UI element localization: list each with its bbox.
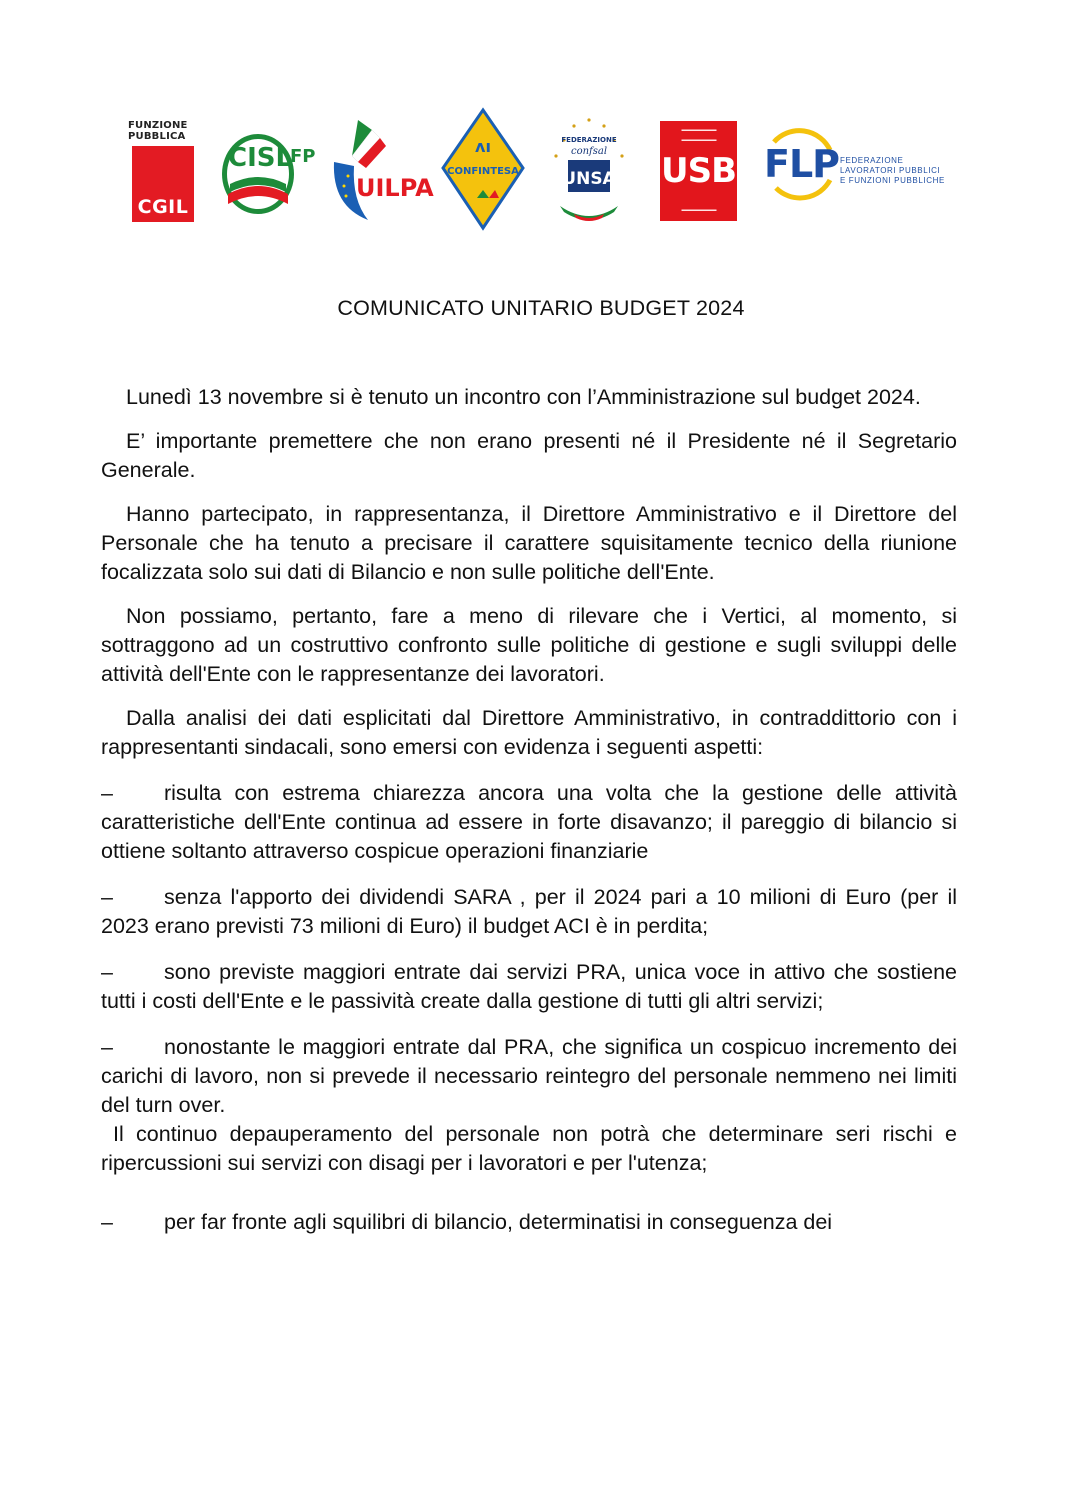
cisl-word: CISL: [228, 143, 293, 173]
flp-logo: [764, 130, 945, 200]
bullet-item: [101, 1208, 957, 1237]
paragraph: Dalla analisi dei dati esplicitati dal Direttore Amministrativo, in contraddittorio con i rappresentanti sindacali, sono emersi con evidenza i seguenti aspetti:: [101, 706, 957, 759]
bullet-text: senza l'apporto dei dividendi SARA , per il 2024 pari a 10 milioni di Euro (per il 2023 erano previsti 73 milioni di Euro) il budget ACI è in perdita;: [101, 885, 957, 938]
paragraph: Lunedì 13 novembre si è tenuto un incontro con l’Amministrazione sul budget 2024.: [126, 385, 921, 409]
confintesa-logo: [441, 108, 525, 230]
uilpa-logo: [328, 116, 434, 222]
union-logos: [128, 108, 945, 238]
bullet-text: sono previste maggiori entrate dai servizi PRA, unica voce in attivo che sostiene tutti i costi dell'Ente e le passività create dalla gestione di tutti gli altri servizi;: [101, 960, 957, 1013]
paragraph: Hanno partecipato, in rappresentanza, il Direttore Amministrativo e il Direttore del Personale che ha tenuto a precisare il carattere squisitamente tecnico della riunione focalizzata solo sui dati di Bilancio e non sulle politiche dell'Ente.: [101, 502, 957, 584]
svg-text:ʌı: ʌı: [475, 137, 491, 156]
bullet-marker: –: [101, 1035, 113, 1059]
usb-word: USB: [660, 151, 736, 191]
continuation-paragraph: Il continuo depauperamento del personale non potrà che determinare seri rischi e ripercussioni sui servizi con disagi per i lavoratori e per l'utenza;: [101, 1122, 957, 1175]
uil-word: UILPA: [356, 174, 434, 202]
flp-word: FLP: [764, 142, 840, 186]
bullet-item: [101, 883, 957, 941]
cgil-top-text-1: FUNZIONE: [128, 120, 188, 131]
unsa-line1: FEDERAZIONE: [561, 136, 617, 144]
usb-logo: ▬▬▬▬▬▬▬ ▬▬▬▬▬▬▬ USB ▬▬▬▬▬▬▬: [660, 121, 737, 221]
bullet-item: [101, 958, 957, 1016]
cgil-top-text-2: PUBBLICA: [128, 131, 186, 142]
paragraph: E’ importante premettere che non erano presenti né il Presidente né il Segretario Generale.: [101, 429, 957, 482]
flp-desc-3: E FUNZIONI PUBBLICHE: [840, 176, 945, 185]
paragraph: Non possiamo, pertanto, fare a meno di rilevare che i Vertici, al momento, si sottraggono ad un costruttivo confronto sulle politiche di gestione e sugli sviluppi delle attività dell'Ente con le rappresentanze dei lavoratori.: [101, 604, 957, 686]
bullet-marker: –: [101, 885, 113, 909]
bullet-marker: –: [101, 960, 113, 984]
cgil-word: CGIL: [137, 196, 189, 218]
bullet-item: [101, 1033, 957, 1120]
unsa-line2: confsal: [570, 146, 608, 157]
bullet-item: [101, 779, 957, 866]
confintesa-word: CONFINTESA: [447, 166, 519, 177]
confsal-unsa-logo: [544, 114, 634, 226]
cisl-fp-logo: [218, 122, 318, 218]
document-title: COMUNICATO UNITARIO BUDGET 2024: [337, 296, 745, 320]
bullet-text: risulta con estrema chiarezza ancora una volta che la gestione delle attività caratteristiche dell'Ente continua ad essere in forte disavanzo; il pareggio di bilancio si ottiene soltanto attraverso cospicue operazioni finanziarie: [101, 781, 957, 863]
cisl-suffix: FP: [290, 146, 316, 167]
document-body: [101, 383, 957, 1237]
flp-desc-1: FEDERAZIONE: [840, 156, 904, 165]
bullet-marker: –: [101, 1210, 113, 1234]
bullet-marker: –: [101, 781, 113, 805]
flp-desc-2: LAVORATORI PUBBLICI: [840, 166, 941, 175]
fp-cgil-logo: [128, 120, 196, 222]
bullet-text: nonostante le maggiori entrate dal PRA, che significa un cospicuo incremento dei carichi di lavoro, non si prevede il necessario reintegro del personale nemmeno nei limiti del turn over.: [101, 1035, 957, 1117]
unsa-word: UNSA: [562, 169, 616, 189]
bullet-text: per far fronte agli squilibri di bilancio, determinatisi in conseguenza dei: [164, 1210, 833, 1234]
